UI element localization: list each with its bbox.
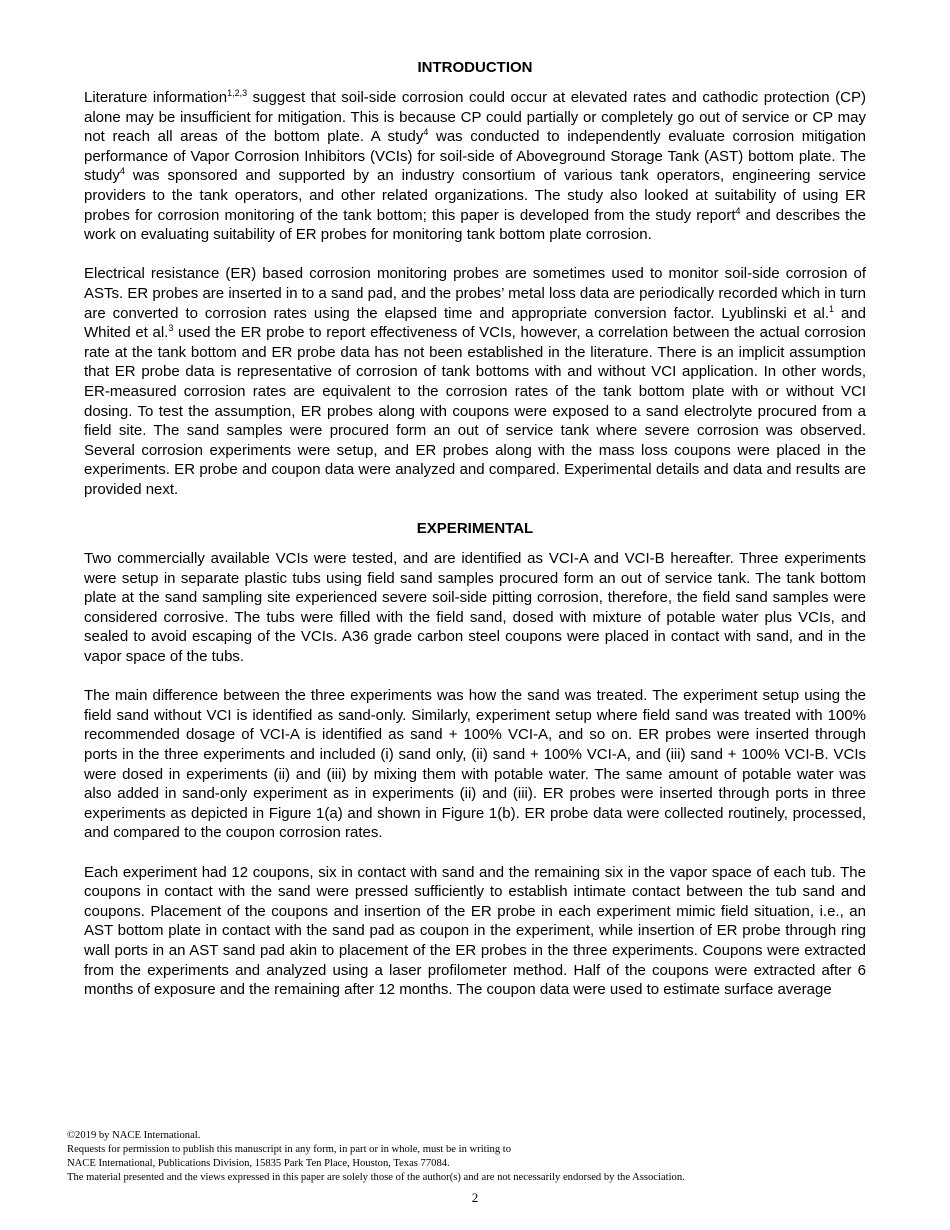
text-run: and describes the work on evaluating suitability of ER probes for monitoring tank bottom plate corrosion. [84,206,866,244]
experimental-paragraph-3: Each experiment had 12 coupons, six in contact with sand and the remaining six in the vapor space of each tub. The coupons in contact with the sand were pressed sufficiently to establish intimate contact between the tub sand and coupons. Placement of the coupons and insertion of the ER probe in each experiment mimic field situation, i.e., an AST bottom plate in contact with the sand pad as coupon in the experiment, while insertion of ER probe through ring wall ports in an AST sand pad akin to placement of the ER probes in the three experiments. Coupons were extracted from the experiments and analyzed using a laser profilometer method. Half of the coupons were extracted after 6 months of exposure and the remaining after 12 months. The coupon data were used to estimate surface average [84,863,866,999]
text-run: was sponsored and supported by an industry consortium of various tank operators, engineering service providers to the tank operators, and other related organizations. The study also looked at suitability of using ER probes for corrosion monitoring of the tank bottom; this paper is developed from the study report [84,167,866,224]
footer-line-permission: Requests for permission to publish this manuscript in any form, in part or in whole, must be in writing to [67,1144,512,1155]
footer-line-copyright: ©2019 by NACE International. [67,1130,201,1141]
citation: 4 [119,166,125,177]
paper-body [84,55,866,1019]
introduction-heading: INTRODUCTION [417,59,533,76]
citation: 4 [423,127,429,138]
footer-line-disclaimer: The material presented and the views expressed in this paper are solely those of the author(s) and are not necessarily endorsed by the Association. [67,1172,685,1183]
footer-line-address: NACE International, Publications Division, 15835 Park Ten Place, Houston, Texas 77084. [67,1158,450,1169]
experimental-paragraph-1: Two commercially available VCIs were tested, and are identified as VCI-A and VCI-B hereafter. Three experiments were setup in separate plastic tubs using field sand samples procured form an out of service tank. The tank bottom plate at the sand sampling site experienced severe soil-side pitting corrosion, therefore, the field sand samples were considered corrosive. The tubs were filled with the field sand, dosed with mixture of potable water plus VCIs, and sealed to avoid escaping of the VCIs. A36 grade carbon steel coupons were placed in contact with sand, and in the vapor space of the tubs. [84,550,866,666]
introduction-paragraph-1 [84,88,866,245]
text-run: was conducted to independently evaluate corrosion mitigation performance of Vapor Corrosion Inhibitors (VCIs) for soil-side of Aboveground Storage Tank (AST) bottom plate. The study [84,128,866,185]
citation: 4 [735,205,741,216]
experimental-heading: EXPERIMENTAL [416,520,534,538]
introduction-paragraph-2 [84,264,866,499]
citation: 1 [828,303,834,314]
citation: 3 [168,323,174,334]
page-number: 2 [471,1190,479,1205]
copyright-footer [67,1129,887,1185]
citation: 1,2,3 [227,88,248,98]
text-run: suggest that soil-side corrosion could occur at elevated rates and cathodic protection (CP) alone may be insufficient for mitigation. This is because CP could partially or completely go out of service or CP may not reach all areas of the bottom plate. A study [84,89,866,146]
text-run: and Whited et al. [84,304,866,342]
experimental-paragraph-2: The main difference between the three experiments was how the sand was treated. The experiment setup using the field sand without VCI is identified as sand-only. Similarly, experiment setup where field sand was treated with 100% recommended dosage of VCI-A is identified as sand + 100% VCI-A, and so on. ER probes were inserted through ports in the three experiments and included (i) sand only, (ii) sand + 100% VCI-A, and (iii) sand + 100% VCI-B. VCIs were dosed in experiments (ii) and (iii) by mixing them with potable water. The same amount of potable water was also added in sand-only experiment as in experiments (ii) and (iii). ER probes were inserted through ports in three experiments as depicted in Figure 1(a) and shown in Figure 1(b). ER probe data were collected routinely, processed, and compared to the coupon corrosion rates. [84,687,866,842]
text-run: used the ER probe to report effectiveness of VCIs, however, a correlation between the actual corrosion rate at the tank bottom and ER probe data has not been established in the literature. There is an implicit assumption that ER probe data is representative of corrosion of tank bottoms with and without VCI application. In other words, ER-measured corrosion rates are equivalent to the corrosion rates of the tank bottom plate with or without VCI dosing. To test the assumption, ER probes along with coupons were exposed to a sand electrolyte procured from a field site. The sand samples were procured form an out of service tank where severe corrosion was observed. Several corrosion experiments were setup, and ER probes along with the mass loss coupons were placed in the experiments. ER probe and coupon data were analyzed and compared. Experimental details and data and results are provided next. [84,324,867,498]
text-run: Literature information [84,89,228,106]
text-run: Electrical resistance (ER) based corrosion monitoring probes are sometimes used to monitor soil-side corrosion of ASTs. ER probes are inserted in to a sand pad, and the probes’ metal loss data are periodically recorded which in turn are converted to corrosion rates using the elapsed time and appropriate conversion factor. Lyublinski et al. [84,265,866,322]
